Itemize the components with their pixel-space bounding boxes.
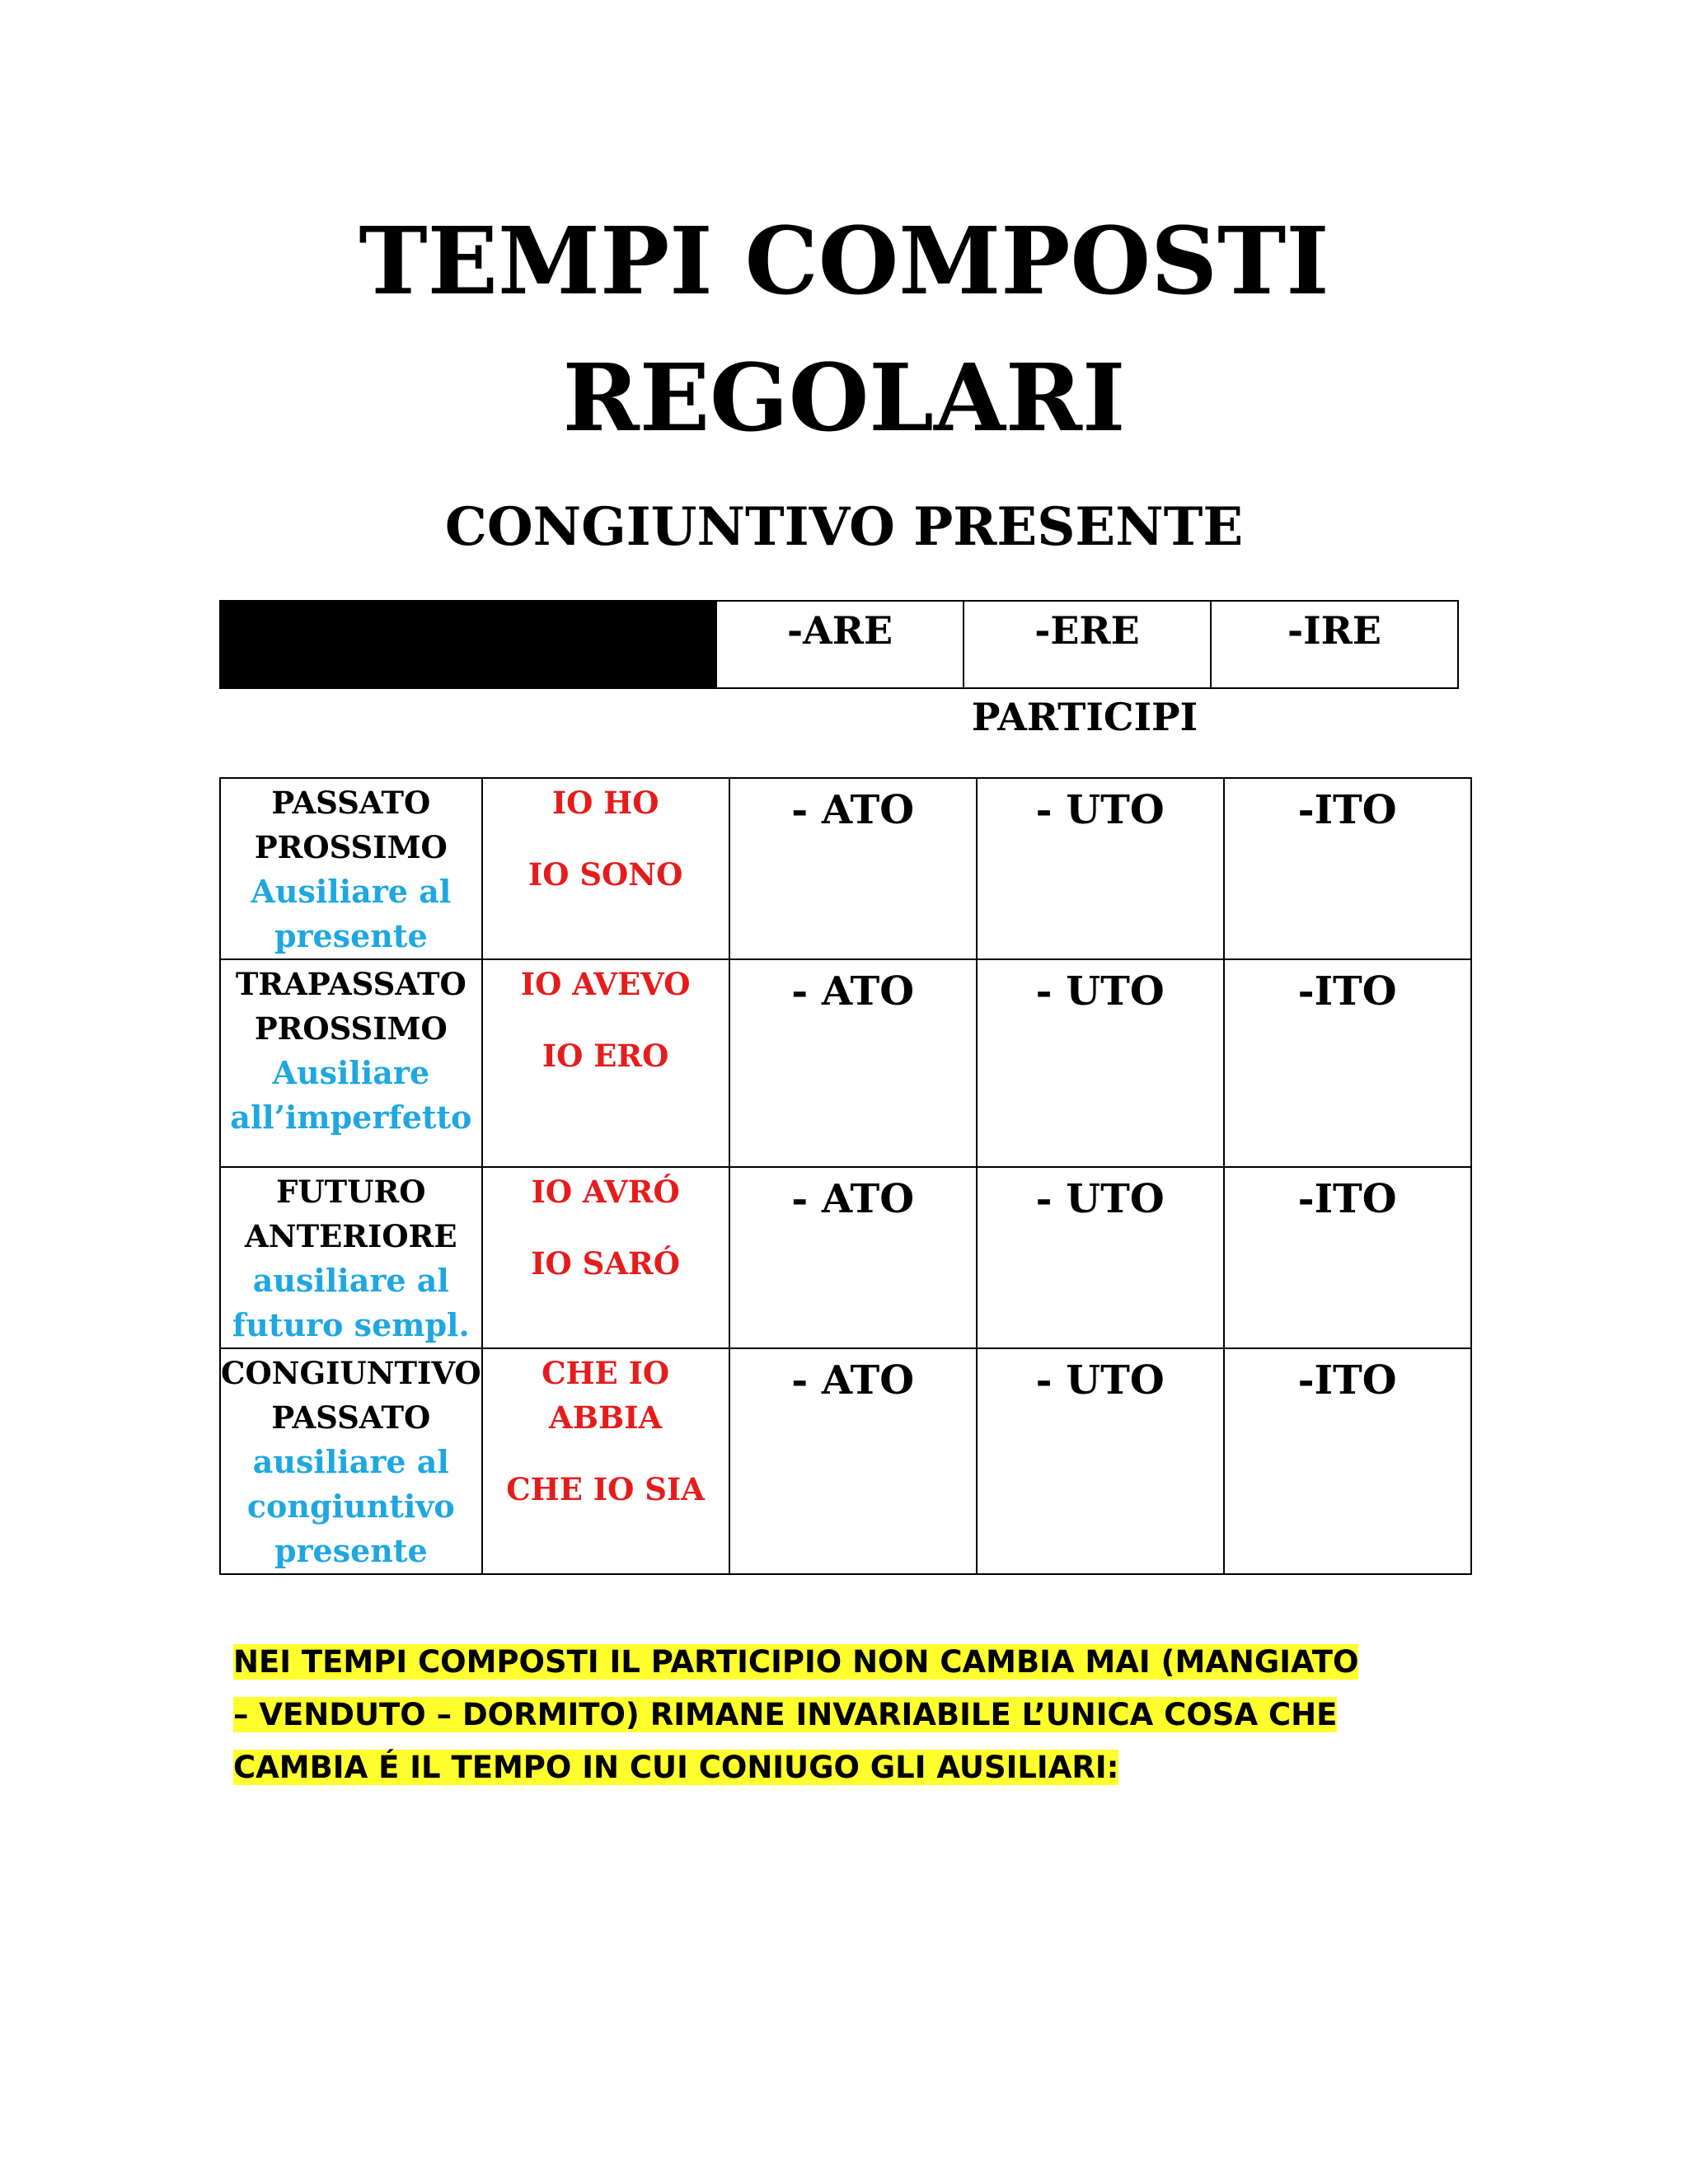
suffix-cell-ere [977, 1348, 1224, 1574]
auxiliary-essere: IO SARÓ [531, 1245, 681, 1282]
tense-note-line: congiuntivo [246, 1488, 455, 1525]
table-row [220, 778, 1471, 959]
suffix-text: -ITO [1297, 1357, 1397, 1404]
page-title-line-2: REGOLARI [562, 344, 1126, 452]
suffix-cell-are [729, 959, 977, 1167]
auxiliary-essere: IO ERO [542, 1038, 669, 1074]
auxiliary-cell [482, 1348, 729, 1574]
tense-cell [220, 1167, 482, 1348]
auxiliary-cell [482, 1167, 729, 1348]
suffix-text: - UTO [1035, 1176, 1165, 1222]
tense-note [221, 869, 481, 958]
auxiliary-essere: IO SONO [528, 856, 683, 893]
auxiliary-essere: CHE IO SIA [506, 1471, 705, 1507]
tense-note-line: Ausiliare [272, 1054, 430, 1091]
note-line [233, 1636, 1453, 1689]
suffix-cell-are [729, 1348, 977, 1574]
tense-cell [220, 959, 482, 1167]
participi-label: PARTICIPI [971, 695, 1198, 739]
suffix-text: -ITO [1297, 968, 1397, 1015]
tense-note [221, 1440, 481, 1573]
suffix-text: -ITO [1297, 1176, 1397, 1222]
tenses-table [219, 777, 1472, 1575]
tense-note-line: futuro sempl. [232, 1306, 470, 1343]
tense-name-line: CONGIUNTIVO [221, 1355, 481, 1391]
header-are: -ARE [716, 601, 964, 688]
auxiliary-avere: IO AVEVO [520, 966, 691, 1002]
table-row [220, 1167, 1471, 1348]
note-line-text: NEI TEMPI COMPOSTI IL PARTICIPIO NON CAMBIA MAI (MANGIATO [233, 1644, 1359, 1680]
suffix-text: - ATO [791, 1357, 915, 1404]
tense-note-line: Ausiliare al [251, 873, 452, 910]
suffix-cell-ire [1224, 778, 1471, 959]
tense-note-line: presente [274, 917, 428, 954]
tense-name [221, 960, 481, 1051]
table-row [220, 1348, 1471, 1574]
note-line [233, 1741, 1453, 1794]
auxiliary-avere: CHE IO ABBIA [542, 1355, 670, 1436]
tense-name-line: FUTURO [276, 1174, 426, 1210]
suffix-cell-ire [1224, 1167, 1471, 1348]
suffix-text: -ITO [1297, 787, 1397, 833]
suffix-text: - UTO [1035, 968, 1165, 1015]
tense-note-line: ausiliare al [252, 1443, 449, 1480]
tense-name-line: ANTERIORE [245, 1218, 457, 1254]
tense-note-line: presente [274, 1532, 428, 1569]
tense-name-line: TRAPASSATO [235, 966, 467, 1002]
suffix-header-table [219, 600, 1459, 689]
tense-note-line: all’imperfetto [230, 1099, 472, 1136]
suffix-text: - ATO [791, 968, 915, 1015]
tense-note [221, 1051, 481, 1140]
tense-note [221, 1258, 481, 1347]
suffix-cell-ire [1224, 1348, 1471, 1574]
tense-note-line: ausiliare al [252, 1262, 449, 1299]
tense-name-line: PASSATO [271, 785, 431, 821]
highlighted-note [233, 1636, 1453, 1794]
header-blank-cell [220, 601, 716, 688]
tense-cell [220, 778, 482, 959]
tense-name [221, 1349, 481, 1440]
tense-name-line: PROSSIMO [254, 829, 448, 865]
auxiliary-cell [482, 778, 729, 959]
suffix-cell-ere [977, 778, 1224, 959]
table-row [220, 959, 1471, 1167]
suffix-cell-are [729, 778, 977, 959]
suffix-text: - ATO [791, 1176, 915, 1222]
suffix-cell-ere [977, 1167, 1224, 1348]
suffix-cell-ere [977, 959, 1224, 1167]
tense-name-line: PROSSIMO [254, 1010, 448, 1047]
suffix-cell-ire [1224, 959, 1471, 1167]
note-line-text: – VENDUTO – DORMITO) RIMANE INVARIABILE L’UNICA COSA CHE [233, 1697, 1338, 1732]
header-ire: -IRE [1211, 601, 1458, 688]
auxiliary-cell [482, 959, 729, 1167]
suffix-text: - ATO [791, 787, 915, 833]
suffix-cell-are [729, 1167, 977, 1348]
tense-name-line: PASSATO [271, 1399, 431, 1436]
suffix-text: - UTO [1035, 787, 1165, 833]
page-title-line-1: TEMPI COMPOSTI [359, 208, 1329, 316]
tense-cell [220, 1348, 482, 1574]
auxiliary-avere: IO AVRÓ [531, 1174, 680, 1210]
page-subtitle: CONGIUNTIVO PRESENTE [444, 496, 1244, 558]
note-line [233, 1689, 1453, 1741]
auxiliary-avere: IO HO [551, 785, 659, 821]
note-line-text: CAMBIA É IL TEMPO IN CUI CONIUGO GLI AUSILIARI: [233, 1750, 1119, 1785]
tense-name [221, 1168, 481, 1258]
tense-name [221, 779, 481, 869]
header-ere: -ERE [964, 601, 1211, 688]
suffix-text: - UTO [1035, 1357, 1165, 1404]
page-title [0, 194, 1688, 467]
